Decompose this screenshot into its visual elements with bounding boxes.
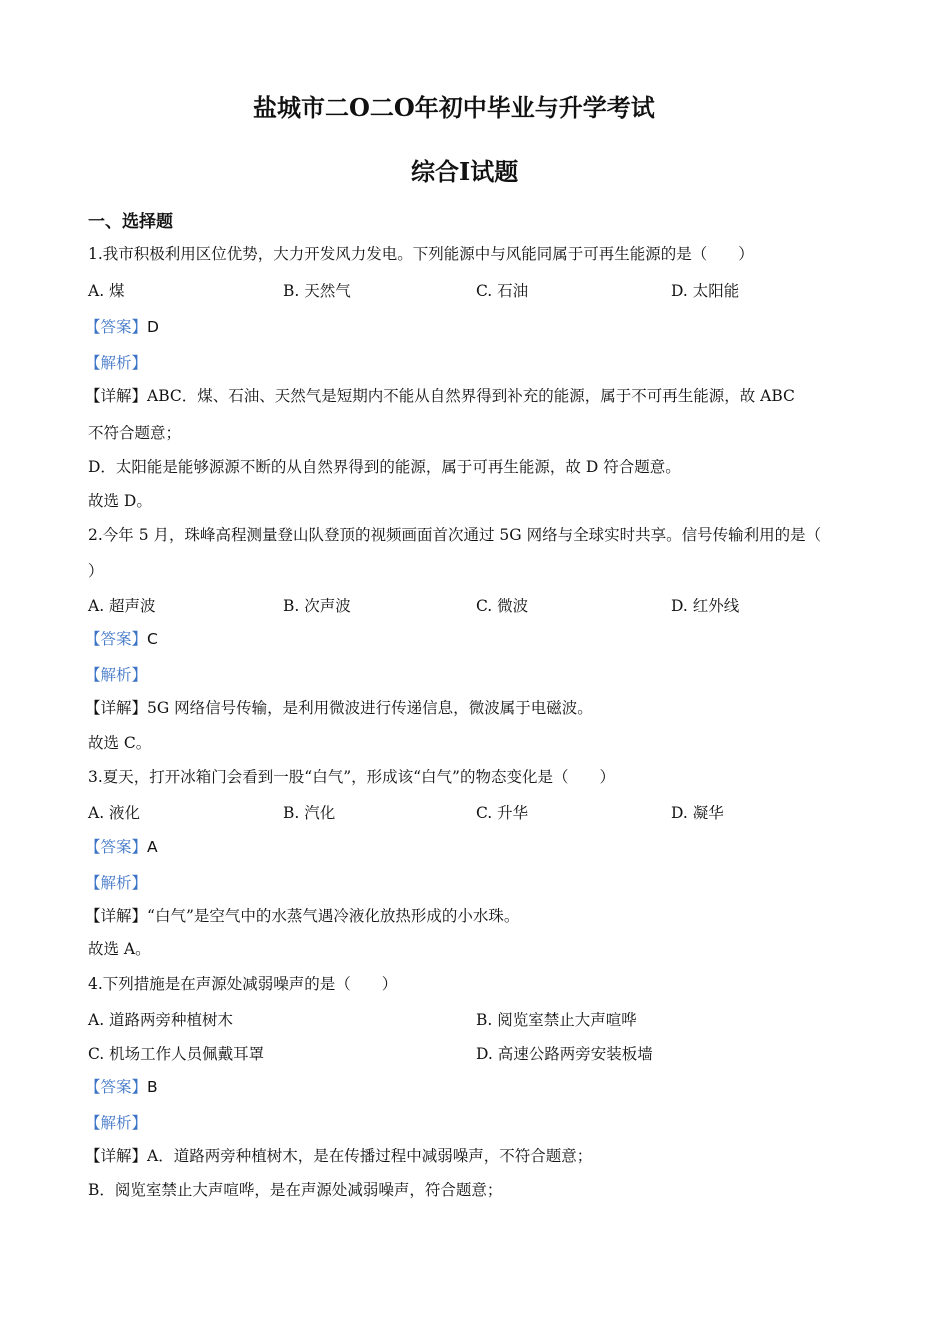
- detail-tag: 【详解】: [85, 699, 148, 717]
- question-2-option-c: C. 微波: [476, 597, 529, 615]
- question-1-detail-line-1: [85, 384, 795, 406]
- question-4-analysis-tag: 【解析】: [85, 1114, 148, 1132]
- detail-tag: 【详解】: [85, 387, 148, 405]
- question-2-option-a: A. 超声波: [88, 597, 156, 615]
- detail-text: “白气”是空气中的水蒸气遇冷液化放热形成的小水珠。: [147, 907, 520, 925]
- question-1-conclusion: 故选 D。: [88, 492, 152, 510]
- detail-tag: 【详解】: [85, 907, 148, 925]
- question-2-detail: [85, 696, 593, 718]
- question-1-option-d: D. 太阳能: [671, 282, 740, 300]
- question-3-option-a: A. 液化: [88, 804, 141, 822]
- question-2-analysis-tag: 【解析】: [85, 666, 148, 684]
- answer-tag: 【答案】: [85, 318, 148, 336]
- page-title: 盐城市二O二O年初中毕业与升学考试: [253, 93, 655, 122]
- question-4-detail-line-1: [85, 1144, 592, 1166]
- question-1-detail-line-3: D．太阳能是能够源源不断的从自然界得到的能源，属于可再生能源，故 D 符合题意。: [88, 458, 681, 476]
- question-1-analysis-tag: 【解析】: [85, 354, 148, 372]
- question-3-stem: 3.夏天，打开冰箱门会看到一股“白气”，形成该“白气”的物态变化是（ ）: [88, 768, 615, 786]
- question-3-option-d: D. 凝华: [671, 804, 724, 822]
- question-1-option-c: C. 石油: [476, 282, 529, 300]
- question-4-option-b: B. 阅览室禁止大声喧哗: [476, 1011, 637, 1029]
- question-3-answer: [85, 835, 158, 857]
- question-3-detail: [85, 904, 519, 926]
- page-subtitle: 综合Ⅰ试题: [411, 157, 519, 186]
- answer-value: D: [147, 318, 159, 336]
- question-2-stem-continued: ）: [88, 562, 104, 580]
- detail-text: 5G 网络信号传输，是利用微波进行传递信息，微波属于电磁波。: [147, 699, 593, 717]
- question-4-answer: [85, 1075, 158, 1097]
- section-heading: 一、选择题: [88, 212, 173, 232]
- answer-value: C: [147, 630, 158, 648]
- question-4-option-d: D. 高速公路两旁安装板墙: [476, 1045, 653, 1063]
- question-4-option-c: C. 机场工作人员佩戴耳罩: [88, 1045, 265, 1063]
- question-3-option-b: B. 汽化: [283, 804, 336, 822]
- question-3-option-c: C. 升华: [476, 804, 529, 822]
- question-3-conclusion: 故选 A。: [88, 940, 151, 958]
- question-1-stem: 1.我市积极利用区位优势，大力开发风力发电。下列能源中与风能同属于可再生能源的是（ ）: [88, 245, 754, 263]
- question-1-option-a: A. 煤: [88, 282, 125, 300]
- question-2-option-d: D. 红外线: [671, 597, 740, 615]
- answer-value: A: [147, 838, 158, 856]
- detail-tag: 【详解】: [85, 1147, 148, 1165]
- detail-text: A．道路两旁种植树木，是在传播过程中减弱噪声，不符合题意；: [147, 1147, 593, 1165]
- answer-tag: 【答案】: [85, 1078, 148, 1096]
- question-3-analysis-tag: 【解析】: [85, 874, 148, 892]
- question-2-stem: 2.今年 5 月，珠峰高程测量登山队登顶的视频画面首次通过 5G 网络与全球实时共享。信号传输利用的是（: [88, 526, 822, 544]
- question-2-option-b: B. 次声波: [283, 597, 351, 615]
- question-1-answer: [85, 315, 159, 337]
- question-4-stem: 4.下列措施是在声源处减弱噪声的是（ ）: [88, 975, 398, 993]
- question-2-conclusion: 故选 C。: [88, 734, 152, 752]
- question-2-answer: [85, 627, 158, 649]
- answer-tag: 【答案】: [85, 630, 148, 648]
- detail-text: ABC．煤、石油、天然气是短期内不能从自然界得到补充的能源，属于不可再生能源，故 ABC: [147, 387, 795, 405]
- answer-tag: 【答案】: [85, 838, 148, 856]
- answer-value: B: [147, 1078, 158, 1096]
- question-4-detail-line-2: B．阅览室禁止大声喧哗，是在声源处减弱噪声，符合题意；: [88, 1181, 503, 1199]
- question-4-option-a: A. 道路两旁种植树木: [88, 1011, 234, 1029]
- question-1-option-b: B. 天然气: [283, 282, 351, 300]
- question-1-detail-line-2: 不符合题意；: [88, 424, 182, 442]
